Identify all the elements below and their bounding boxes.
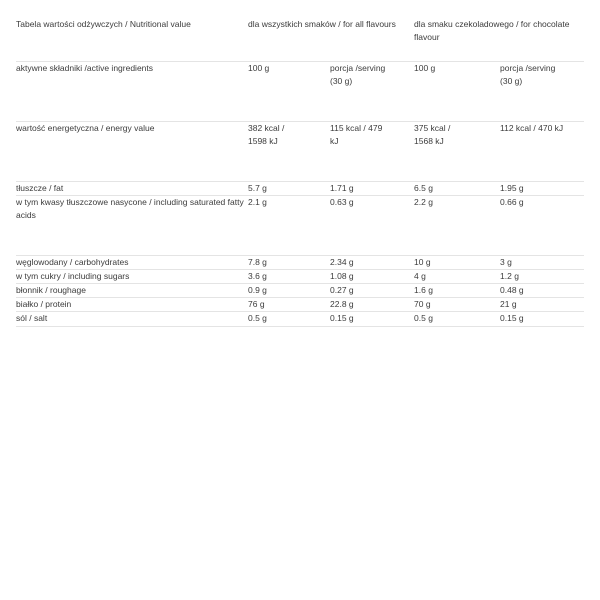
row-label: białko / protein [16,298,248,312]
cell-line-1: porcja /serving [500,62,556,73]
cell-value: 0.15 g [330,312,414,326]
row-label: aktywne składniki /active ingredients [16,61,248,121]
row-label: wartość energetyczna / energy value [16,121,248,181]
table-row [16,312,584,326]
cell-value [248,61,330,121]
cell-value: 0.5 g [414,312,500,326]
cell-value: 2.34 g [330,255,414,269]
cell-line-1: 375 kcal / [414,122,451,133]
cell-line-2: kJ [330,135,339,146]
table-corner-label: Tabela wartości odżywczych / Nutritional value [16,0,248,61]
cell-line-1: 112 kcal / 470 kJ [500,122,564,133]
cell-value: 22.8 g [330,298,414,312]
table-row [16,195,584,255]
table-row [16,269,584,283]
cell-line-2: (30 g) [330,75,353,86]
cell-line-1: 100 g [248,62,270,73]
group-header-all-flavours: dla wszystkich smaków / for all flavours [248,0,414,61]
cell-value [500,61,584,121]
cell-line-1: 115 kcal / 479 [330,122,383,133]
cell-line-2: (30 g) [500,75,523,86]
table-row [16,284,584,298]
table-row [16,255,584,269]
cell-line-1: 100 g [414,62,436,73]
table-row [16,181,584,195]
nutrition-table [16,0,584,327]
cell-value: 4 g [414,269,500,283]
row-label: sól / salt [16,312,248,326]
cell-line-1: 382 kcal / [248,122,285,133]
cell-value: 7.8 g [248,255,330,269]
cell-value [414,121,500,181]
cell-value [248,121,330,181]
table-header-row [16,0,584,61]
cell-value: 1.95 g [500,181,584,195]
cell-value: 0.27 g [330,284,414,298]
cell-value [330,121,414,181]
row-label: tłuszcze / fat [16,181,248,195]
table-header [16,0,584,61]
cell-line-2: 1568 kJ [414,135,444,146]
row-label: w tym cukry / including sugars [16,269,248,283]
table-row [16,298,584,312]
cell-line-2: 1598 kJ [248,135,278,146]
cell-value: 0.15 g [500,312,584,326]
row-label: w tym kwasy tłuszczowe nasycone / including saturated fatty acids [16,195,248,255]
cell-value: 0.63 g [330,195,414,255]
cell-value [500,121,584,181]
cell-value: 6.5 g [414,181,500,195]
cell-value: 3.6 g [248,269,330,283]
cell-value: 1.6 g [414,284,500,298]
table-row-active-ingredients [16,61,584,121]
cell-value: 21 g [500,298,584,312]
cell-value: 70 g [414,298,500,312]
cell-value: 1.08 g [330,269,414,283]
cell-value: 0.48 g [500,284,584,298]
table-body [16,61,584,326]
table-row [16,121,584,181]
cell-value: 0.9 g [248,284,330,298]
cell-value: 1.2 g [500,269,584,283]
cell-line-1: porcja /serving [330,62,386,73]
cell-value [330,61,414,121]
cell-value: 10 g [414,255,500,269]
cell-value: 2.2 g [414,195,500,255]
cell-value: 1.71 g [330,181,414,195]
cell-value: 5.7 g [248,181,330,195]
row-label: błonnik / roughage [16,284,248,298]
cell-value: 0.66 g [500,195,584,255]
cell-value: 3 g [500,255,584,269]
row-label: węglowodany / carbohydrates [16,255,248,269]
cell-value: 76 g [248,298,330,312]
cell-value: 2.1 g [248,195,330,255]
cell-value: 0.5 g [248,312,330,326]
group-header-chocolate-flavour: dla smaku czekoladowego / for chocolate flavour [414,0,584,61]
cell-value [414,61,500,121]
